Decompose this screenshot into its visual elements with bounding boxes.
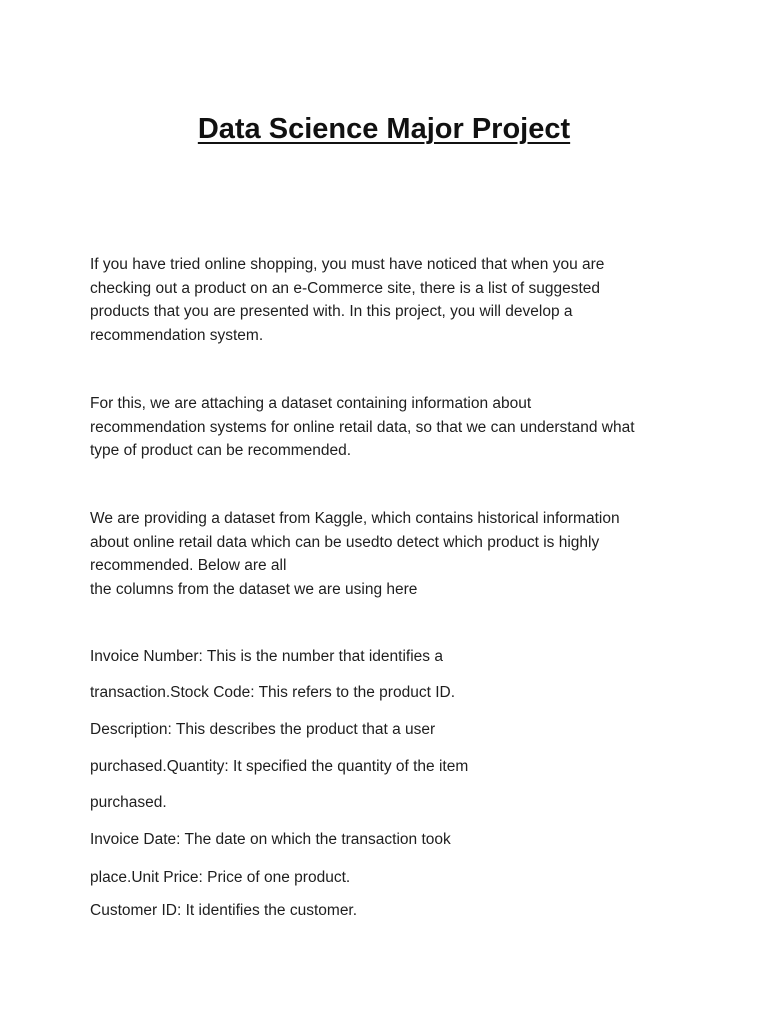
document-title xyxy=(0,110,768,148)
column-description-line: purchased.Quantity: It specified the quantity of the item xyxy=(90,758,469,775)
paragraph-line: the columns from the dataset we are using here xyxy=(90,580,418,598)
paragraph-line: type of product can be recommended. xyxy=(90,442,352,459)
intro-paragraph xyxy=(90,253,680,347)
document-title-text: Data Science Major Project xyxy=(197,113,571,145)
column-description-line: transaction.Stock Code: This refers to the product ID. xyxy=(90,684,455,701)
paragraph-line: For this, we are attaching a dataset containing information about xyxy=(90,395,532,412)
paragraph-line: about online retail data which can be usedto detect which product is highly xyxy=(90,533,600,551)
paragraph-line: recommended. Below are all xyxy=(90,557,287,574)
column-description-line: place.Unit Price: Price of one product. xyxy=(90,869,351,886)
kaggle-paragraph xyxy=(90,507,680,601)
paragraph-line: We are providing a dataset from Kaggle, which contains historical information xyxy=(90,510,620,527)
column-description-line: Customer ID: It identifies the customer. xyxy=(90,902,358,919)
column-description-line: Description: This describes the product that a user xyxy=(90,721,436,738)
paragraph-line: recommendation system. xyxy=(90,326,264,344)
paragraph-line: recommendation systems for online retail data, so that we can understand what xyxy=(90,418,635,436)
paragraph-line: checking out a product on an e-Commerce site, there is a list of suggested xyxy=(90,279,601,297)
dataset-paragraph xyxy=(90,392,680,463)
column-description-line: Invoice Number: This is the number that identifies a xyxy=(90,648,443,665)
paragraph-line: products that you are presented with. In this project, you will develop a xyxy=(90,303,573,320)
column-description-line: purchased. xyxy=(90,794,167,811)
column-description-line: Invoice Date: The date on which the transaction took xyxy=(90,831,451,848)
paragraph-line: If you have tried online shopping, you must have noticed that when you are xyxy=(90,256,605,273)
